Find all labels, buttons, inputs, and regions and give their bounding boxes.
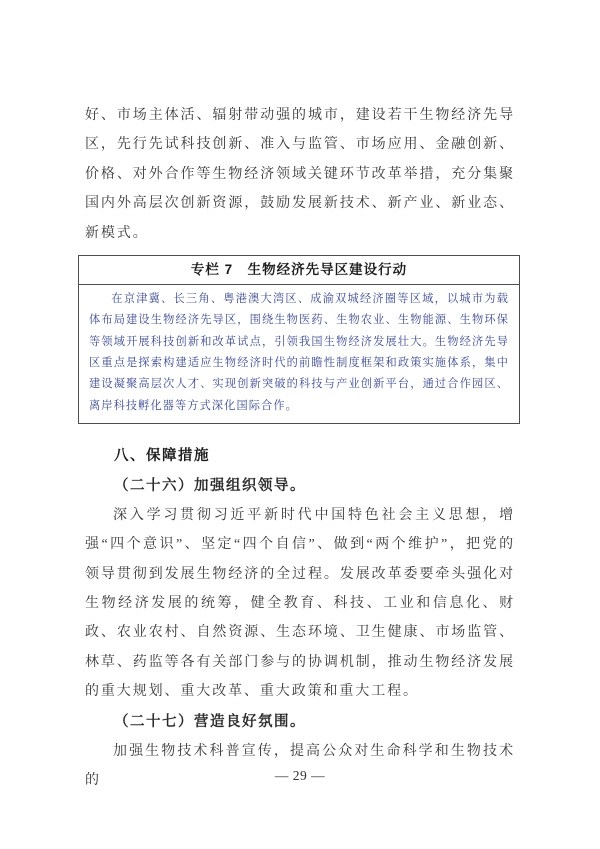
callout-box-body: 在京津冀、长三角、粤港澳大湾区、成渝双城经济圈等区域，以城市为载体布局建设生物经济先导区，围绕生物医药、生物农业、生物能源、生物环保等领域开展科技创新和改革试点，引领我国生物经济发展壮大。生物经济先导区重点是探索构建适应生物经济时代的前瞻性制度框架和政策实施体系，集中建设凝聚高层次人才、实现创新突破的科技与产业创新平台，通过合作园区、离岸科技孵化器等方式深化国际合作。 [89, 293, 509, 412]
continuation-paragraph: 好、市场主体活、辐射带动强的城市，建设若干生物经济先导区，先行先试科技创新、准入与监管、市场应用、金融创新、价格、对外合作等生物经济领域关键环节改革举措，充分集聚国内外高层次创新资源，鼓励发展新技术、新产业、新业态、新模式。 [85, 108, 515, 241]
subsection-heading-27: （二十七）营造良好氛围。 [114, 713, 306, 730]
paragraph-good-atmosphere: 加强生物技术科普宣传，提高公众对生命科学和生物技术的 [85, 743, 515, 789]
paragraph-organization-leadership: 深入学习贯彻习近平新时代中国特色社会主义思想，增强“四个意识”、坚定“四个自信”、做到“两个维护”，把党的领导贯彻到发展生物经济的全过程。发展改革委要牵头强化对生物经济发展的统筹，健全教育、科技、工业和信息化、财政、农业农村、自然资源、生态环境、卫生健康、市场监管、林草、药监等各有关部门参与的协调机制，推动生物经济发展的重大规划、重大改革、重大政策和重大工程。 [85, 507, 515, 700]
callout-box [78, 255, 520, 424]
page-content [85, 101, 515, 795]
callout-box-title: 专栏 7 生物经济先导区建设行动 [79, 256, 519, 285]
subsection-heading-26: （二十六）加强组织领导。 [114, 477, 306, 494]
section-heading: 八、保障措施 [114, 447, 210, 464]
page-number: — 29 — [274, 768, 326, 783]
